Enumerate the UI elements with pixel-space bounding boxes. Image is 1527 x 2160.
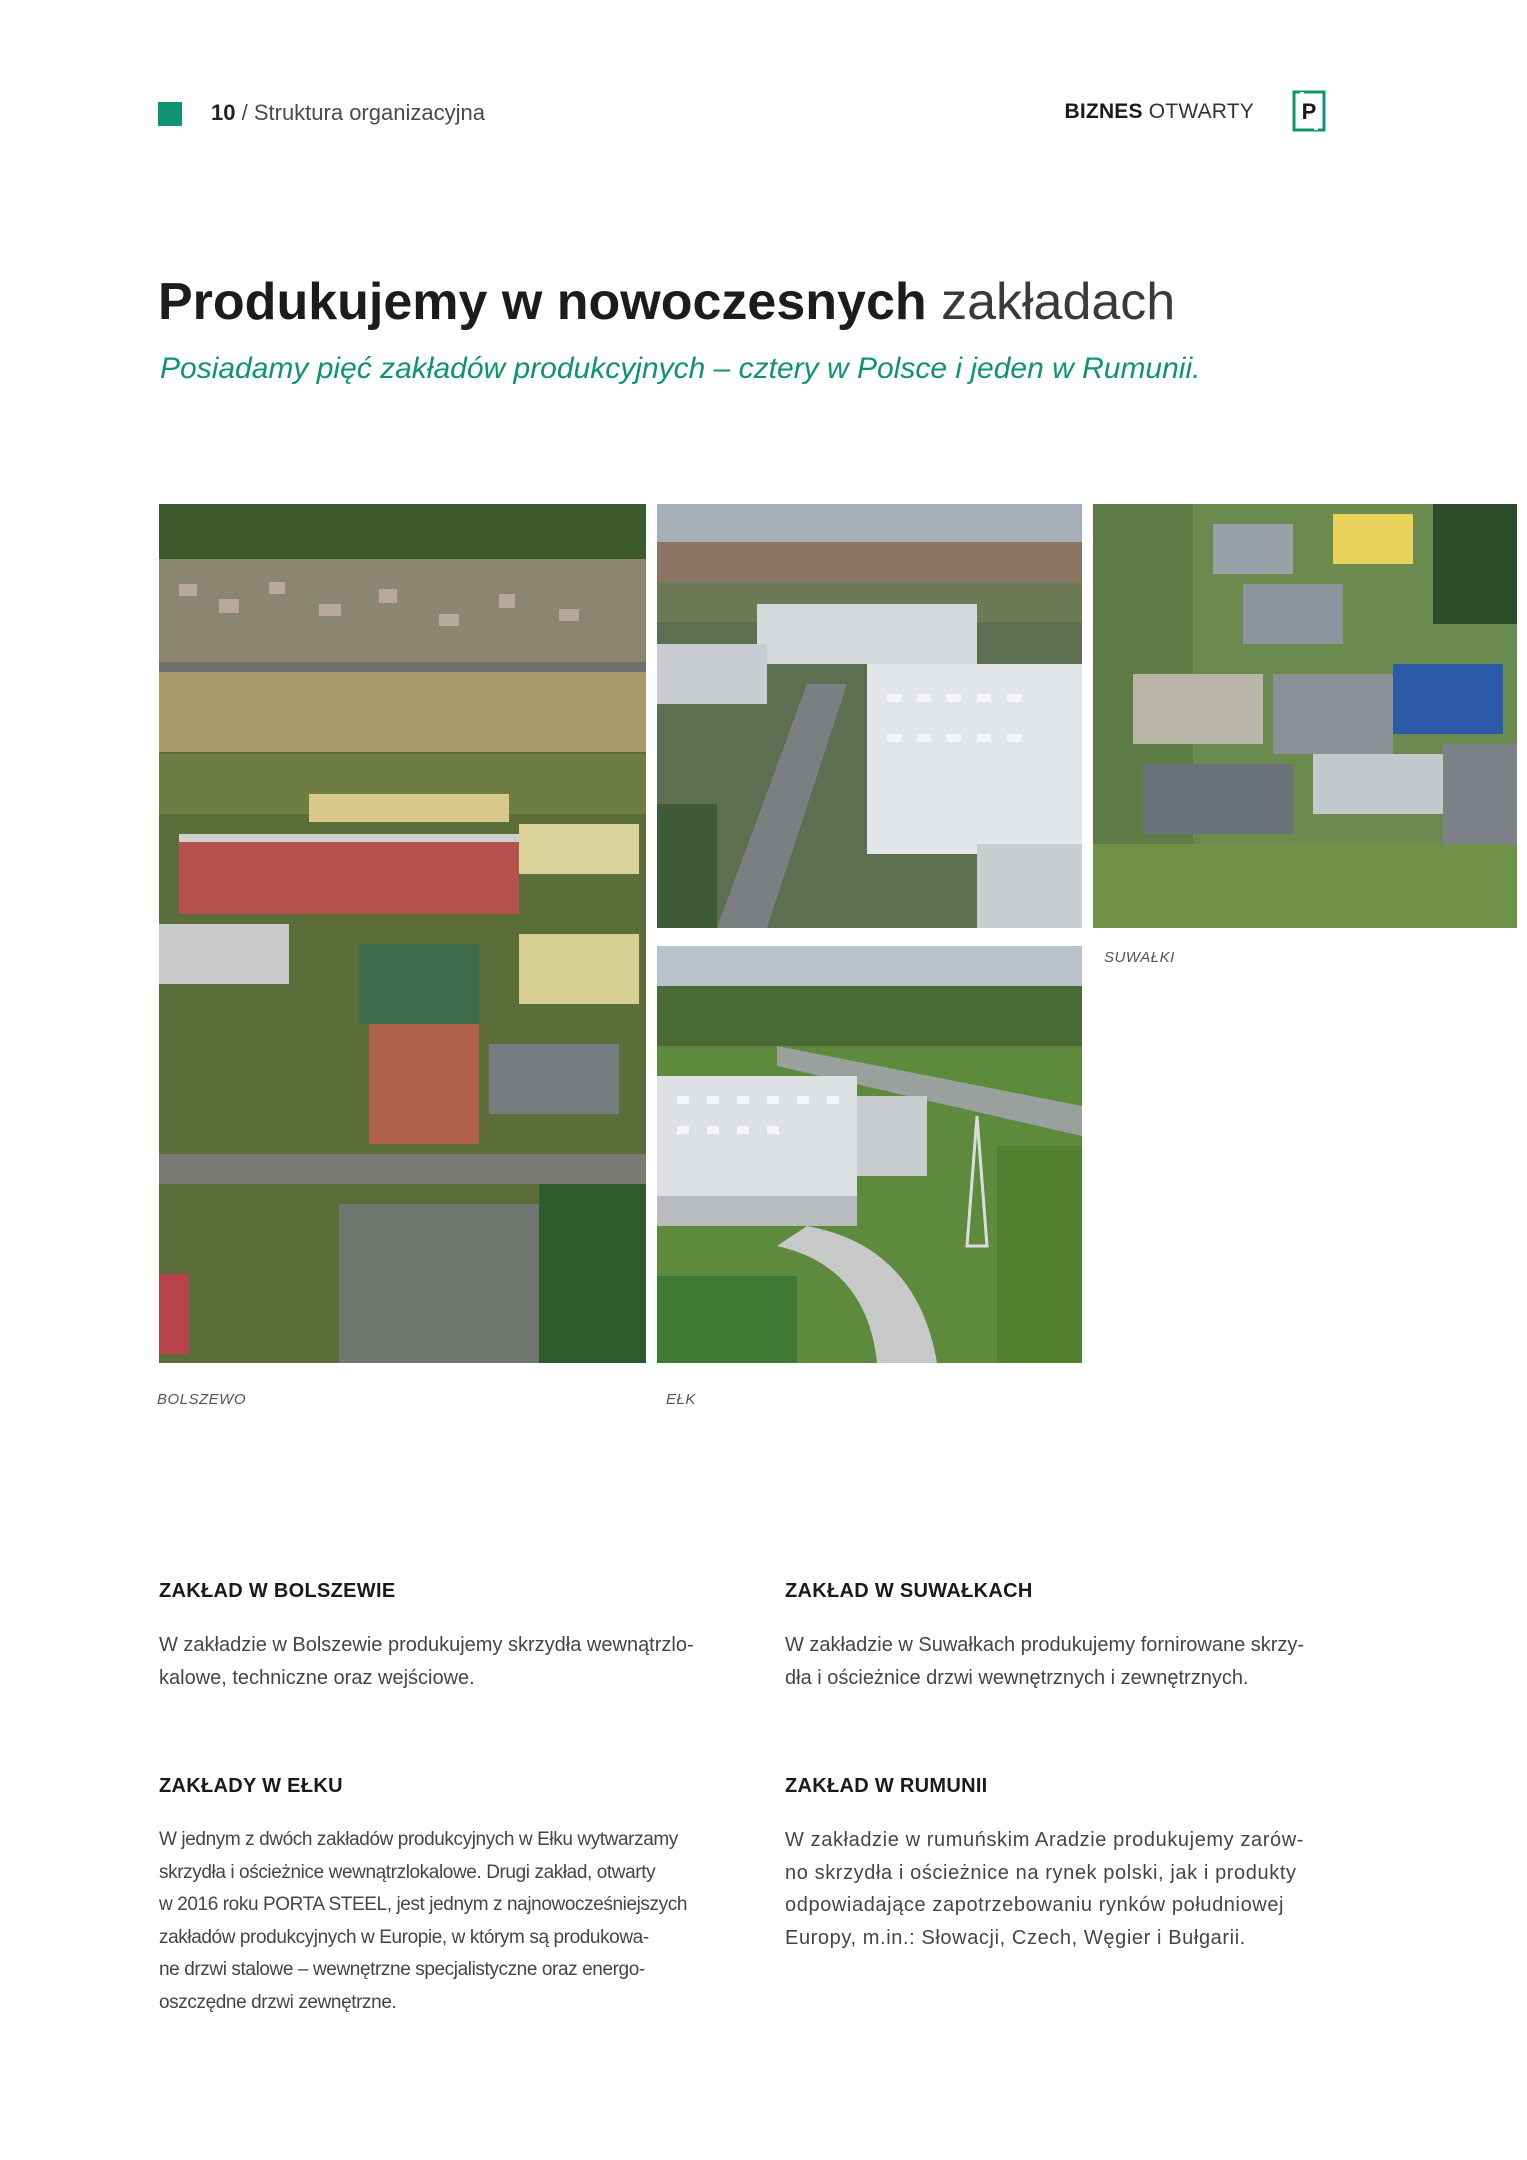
photo-elk-2 [657,946,1082,1363]
body-line: odpowiadające zapotrzebowaniu rynków południowej [785,1894,1285,1916]
breadcrumb [211,100,485,126]
section-elk [159,1775,715,2019]
title-light: zakładach [926,273,1176,331]
body-line: skrzydła i ościeżnice wewnątrzlokalowe. Drugi zakład, otwarty [159,1861,656,1883]
photo-bolszewo [159,504,646,1363]
brand-bold: BIZNES [1064,100,1143,123]
body-line: W zakładzie w rumuńskim Aradzie produkujemy zarów- [785,1829,1305,1851]
section-body [159,1629,715,1694]
page-subtitle: Posiadamy pięć zakładów produkcyjnych – cztery w Polsce i jeden w Rumunii. [160,352,1201,385]
page-title [158,272,1175,332]
section-heading: ZAKŁAD W SUWAŁKACH [785,1580,1033,1602]
body-line: kalowe, techniczne oraz wejściowe. [159,1666,475,1689]
section-heading: ZAKŁAD W BOLSZEWIE [159,1580,396,1602]
green-square-marker [158,102,182,126]
body-line: W zakładzie w Bolszewie produkujemy skrzydła wewnątrzlo- [159,1634,694,1656]
section-suwalki [785,1580,1345,1694]
page-header [158,96,1326,146]
page-number: 10 [211,100,236,125]
photo-suwalki [1093,504,1517,928]
body-line: dła i ościeżnice drzwi wewnętrznych i zewnętrznych. [785,1666,1249,1689]
body-line: oszczędne drzwi zewnętrzne. [159,1991,397,2013]
body-line: ne drzwi stalowe – wewnętrzne specjalistyczne oraz energo- [159,1959,645,1980]
body-line: w 2016 roku PORTA STEEL, jest jednym z najnowocześniejszych [159,1894,688,1915]
caption-suwalki: SUWAŁKI [1104,949,1175,966]
section-body [785,1824,1345,1954]
section-heading: ZAKŁAD W RUMUNII [785,1775,988,1797]
section-title: Struktura organizacyjna [253,100,485,125]
body-line: Europy, m.in.: Słowacji, Czech, Węgier i Bułgarii. [785,1926,1246,1949]
body-line: W zakładzie w Suwałkach produkujemy fornirowane skrzy- [785,1634,1305,1656]
section-body [159,1824,715,2019]
photo-elk-1 [657,504,1082,928]
section-rumunia [785,1775,1345,1954]
breadcrumb-separator: / [235,100,254,125]
brand-light: OTWARTY [1142,100,1254,123]
porta-logo-icon [1292,90,1326,132]
caption-bolszewo: BOLSZEWO [157,1391,247,1408]
body-line: no skrzydła i ościeżnice na rynek polski, jak i produkty [785,1861,1297,1884]
brand-name [1065,100,1254,124]
title-strong: Produkujemy w nowoczesnych [158,273,927,331]
caption-elk: EŁK [666,1391,696,1408]
section-heading: ZAKŁADY W EŁKU [159,1775,343,1797]
logo-letter: P [1301,99,1317,124]
section-body [785,1629,1345,1694]
body-line: W jednym z dwóch zakładów produkcyjnych w Ełku wytwarzamy [159,1829,678,1850]
body-line: zakładów produkcyjnych w Europie, w którym są produkowa- [159,1926,649,1948]
section-bolszewo [159,1580,715,1694]
